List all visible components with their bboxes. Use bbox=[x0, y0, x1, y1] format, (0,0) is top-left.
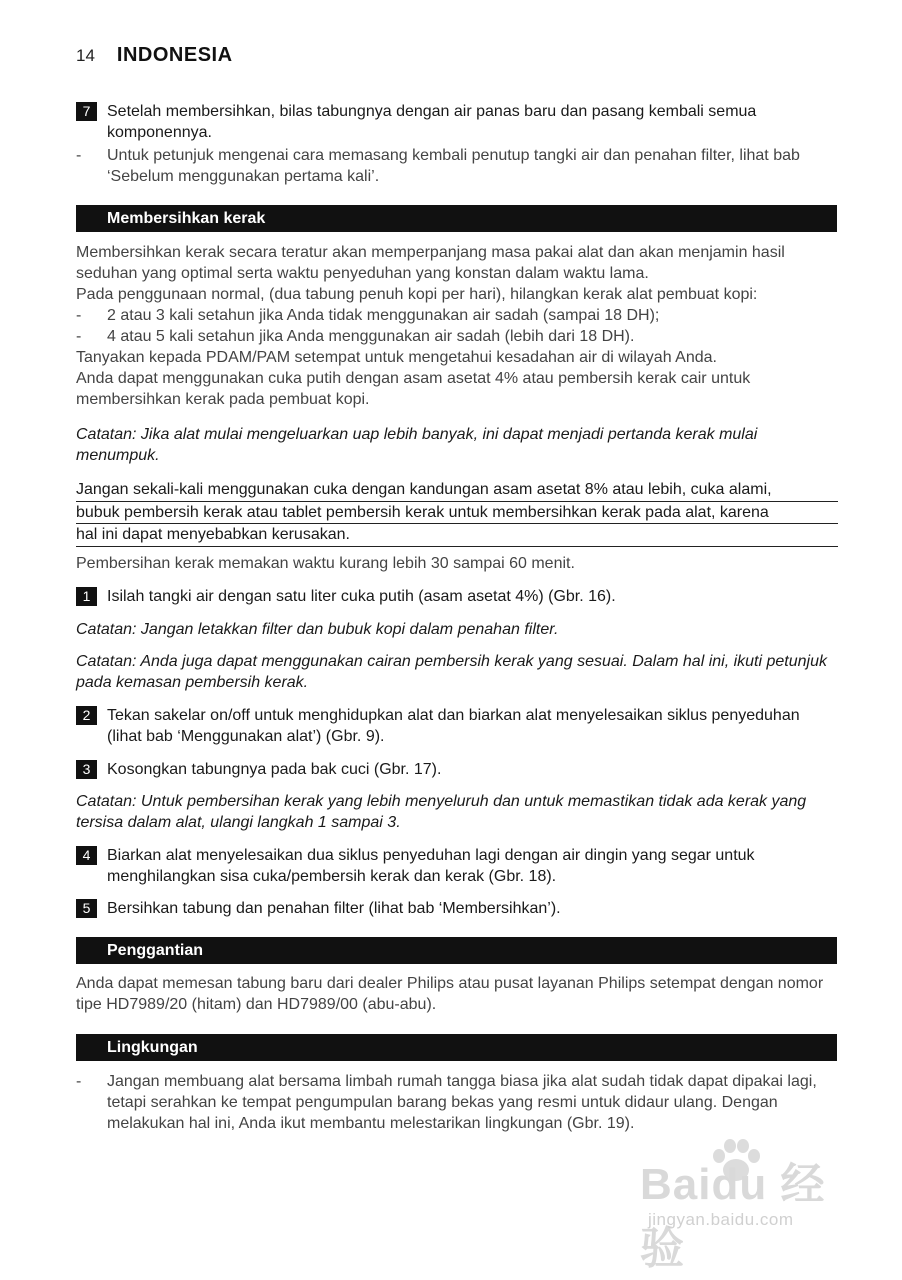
step-text: Kosongkan tabungnya pada bak cuci (Gbr. 17). bbox=[107, 761, 442, 778]
list-item-text: 4 atau 5 kali setahun jika Anda menggunakan air sadah (lebih dari 18 DH). bbox=[107, 328, 635, 345]
dash-marker: - bbox=[76, 1073, 82, 1090]
warning-line: Jangan sekali-kali menggunakan cuka dengan kandungan asam asetat 8% atau lebih, cuka alami, bbox=[76, 479, 838, 502]
section-heading-environment: Lingkungan bbox=[76, 1034, 837, 1061]
step-7-tip bbox=[76, 145, 838, 187]
section-heading-replacement: Penggantian bbox=[76, 937, 837, 964]
step-text: Setelah membersihkan, bilas tabungnya dengan air panas baru dan pasang kembali semua komponennya. bbox=[107, 103, 757, 141]
note-repeat: Catatan: Untuk pembersihan kerak yang lebih menyeluruh dan untuk memastikan tidak ada kerak yang tersisa dalam alat, ulangi langkah 1 sampai 3. bbox=[76, 793, 807, 831]
descaling-intro: Membersihkan kerak secara teratur akan memperpanjang masa pakai alat dan akan menjamin hasil seduhan yang optimal serta waktu penyeduhan yang konstan dalam waktu lama. bbox=[76, 244, 785, 282]
step-text: Biarkan alat menyelesaikan dua siklus penyeduhan lagi dengan air dingin yang segar untuk menghilangkan sisa cuka/pembersih kerak dan kerak (Gbr. 18). bbox=[107, 847, 755, 885]
step-2 bbox=[76, 705, 838, 747]
list-item bbox=[76, 326, 838, 347]
warning-block bbox=[76, 479, 838, 547]
list-item bbox=[76, 305, 838, 326]
step-number-badge: 7 bbox=[76, 102, 97, 121]
step-text: Bersihkan tabung dan penahan filter (lihat bab ‘Membersihkan’). bbox=[107, 900, 561, 917]
step-number-badge: 1 bbox=[76, 587, 97, 606]
replacement-text: Anda dapat memesan tabung baru dari dealer Philips atau pusat layanan Philips setempat dengan nomor tipe HD7989/20 (hitam) dan HD7989/00 (abu-abu). bbox=[76, 975, 824, 1013]
watermark-brand: Baidu 经验 bbox=[640, 1160, 826, 1273]
descaling-vinegar: Anda dapat menggunakan cuka putih dengan asam asetat 4% atau pembersih kerak cair untuk membersihkan kerak pada pembuat kopi. bbox=[76, 370, 751, 408]
note-filter: Catatan: Jangan letakkan filter dan bubuk kopi dalam penahan filter. bbox=[76, 621, 559, 638]
descaling-body bbox=[76, 242, 838, 410]
step-text: Isilah tangki air dengan satu liter cuka putih (asam asetat 4%) (Gbr. 16). bbox=[107, 588, 616, 605]
descaling-duration: Pembersihan kerak memakan waktu kurang lebih 30 sampai 60 menit. bbox=[76, 555, 575, 572]
note-descaler: Catatan: Anda juga dapat menggunakan cairan pembersih kerak yang sesuai. Dalam hal ini, ikuti petunjuk pada kemasan pembersih kerak. bbox=[76, 653, 827, 691]
baidu-watermark bbox=[640, 1138, 850, 1273]
step-number-badge: 4 bbox=[76, 846, 97, 865]
step-text: Tekan sakelar on/off untuk menghidupkan alat dan biarkan alat menyelesaikan siklus penyeduhan (lihat bab ‘Menggunakan alat’) (Gbr. 9). bbox=[107, 707, 800, 745]
watermark-url: jingyan.baidu.com bbox=[648, 1210, 794, 1229]
dash-marker: - bbox=[76, 147, 82, 164]
step-number-badge: 3 bbox=[76, 760, 97, 779]
warning-line: hal ini dapat menyebabkan kerusakan. bbox=[76, 524, 838, 547]
list-item-text: 2 atau 3 kali setahun jika Anda tidak menggunakan air sadah (sampai 18 DH); bbox=[107, 307, 660, 324]
dash-marker: - bbox=[76, 307, 82, 324]
step-7 bbox=[76, 101, 838, 143]
step-5 bbox=[76, 898, 838, 919]
step-number-badge: 5 bbox=[76, 899, 97, 918]
step-3 bbox=[76, 759, 838, 780]
language-title: INDONESIA bbox=[116, 44, 233, 66]
descaling-ask: Tanyakan kepada PDAM/PAM setempat untuk mengetahui kesadahan air di wilayah Anda. bbox=[76, 349, 717, 366]
page-number: 14 bbox=[76, 46, 95, 65]
tip-text: Untuk petunjuk mengenai cara memasang kembali penutup tangki air dan penahan filter, lihat bab ‘Sebelum menggunakan pertama kali’. bbox=[107, 147, 800, 185]
dash-marker: - bbox=[76, 328, 82, 345]
page-header bbox=[76, 44, 233, 72]
step-1 bbox=[76, 586, 838, 607]
step-4 bbox=[76, 845, 838, 887]
environment-item bbox=[76, 1071, 838, 1134]
descaling-normal-use: Pada penggunaan normal, (dua tabung penuh kopi per hari), hilangkan kerak alat pembuat kopi: bbox=[76, 286, 758, 303]
environment-text: Jangan membuang alat bersama limbah rumah tangga biasa jika alat sudah tidak dapat dipakai lagi, tetapi serahkan ke tempat pengumpulan barang bekas yang resmi untuk didaur ulang. Dengan melakukan hal ini, Anda ikut membantu melestarikan lingkungan (Gbr. 19). bbox=[107, 1073, 817, 1132]
note-steam: Catatan: Jika alat mulai mengeluarkan uap lebih banyak, ini dapat menjadi pertanda kerak mulai menumpuk. bbox=[76, 426, 758, 464]
section-heading-descaling: Membersihkan kerak bbox=[76, 205, 837, 232]
warning-line: bubuk pembersih kerak atau tablet pembersih kerak untuk membersihkan kerak pada alat, karena bbox=[76, 502, 838, 525]
step-number-badge: 2 bbox=[76, 706, 97, 725]
